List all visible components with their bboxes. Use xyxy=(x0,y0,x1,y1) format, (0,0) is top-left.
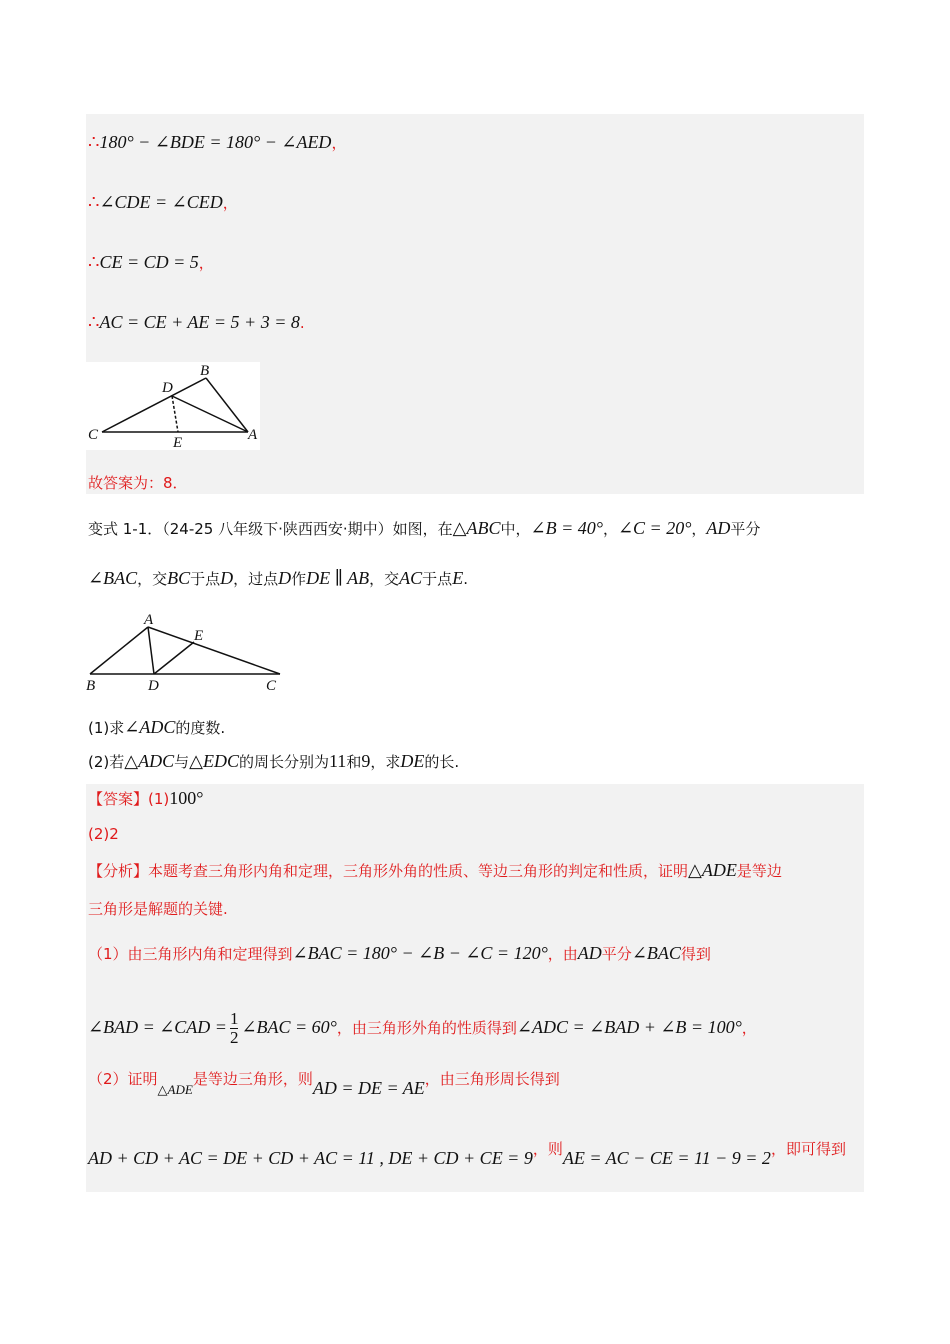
question-1: (1)求∠ADC的度数. xyxy=(88,717,226,737)
fraction-one-half: $\frac{1}{2}$ xyxy=(229,1009,239,1047)
label-b: B xyxy=(86,678,96,694)
step-1: （1）由三角形内角和定理得到∠BAC = 180° − ∠B − ∠C = 120°，由AD平分∠BAC得到 xyxy=(88,943,711,963)
segment-ac xyxy=(148,627,280,674)
label-a: A xyxy=(248,427,258,443)
label-b: B xyxy=(200,363,210,379)
label-d: D xyxy=(162,380,173,396)
solution-line-3: ∴CE = CD = 5， xyxy=(88,252,214,272)
label-e: E xyxy=(194,628,204,644)
figure-triangle-abc xyxy=(86,610,286,694)
answer-block xyxy=(86,784,864,1192)
label-e: E xyxy=(173,435,183,450)
label-c: C xyxy=(266,678,277,694)
segment-de xyxy=(154,642,194,674)
step-2: （2）证明$_{\triangle ADE}$是等边三角形，则AD = DE = AE，由三角形周长得到 xyxy=(88,1070,560,1098)
figure-triangle-cda xyxy=(86,362,260,450)
segment-ba xyxy=(90,627,148,674)
step-2-continued: AD + CD + AC = DE + CD + AC = 11 , DE + CD + CE = 9，则AE = AC − CE = 11 − 9 = 2，即可得到 xyxy=(88,1140,846,1168)
solution-line-1: ∴180° − ∠BDE = 180° − ∠AED， xyxy=(88,132,347,152)
question-2: (2)若△ADC与△EDC的周长分别为11和9，求DE的长. xyxy=(88,751,460,771)
solution-line-2: ∴∠CDE = ∠CED， xyxy=(88,192,238,212)
problem-line-1: 变式 1-1．（24-25 八年级下·陕西西安·期中）如图，在△ABC中，∠B = 40°，∠C = 20°，AD平分 xyxy=(88,518,761,538)
answer-1: 【答案】(1)100° xyxy=(88,788,204,808)
answer-2: (2)2 xyxy=(88,825,119,843)
label-d: D xyxy=(148,678,159,694)
analysis-line-1: 【分析】本题考查三角形内角和定理，三角形外角的性质、等边三角形的判定和性质，证明△ADE是等边 xyxy=(88,860,782,880)
solution-line-4: ∴AC = CE + AE = 5 + 3 = 8. xyxy=(88,312,305,332)
label-a: A xyxy=(144,612,154,628)
step-1-continued: ∠BAD = ∠CAD = $\frac{1}{2}$ ∠BAC = 60°，由三角形外角的性质得到∠ADC = ∠BAD + ∠B = 100°， xyxy=(88,1009,757,1047)
problem-line-2: ∠BAC，交BC于点D，过点D作DE ∥ AB，交AC于点E. xyxy=(88,568,468,588)
segment-ad xyxy=(148,627,154,674)
label-c: C xyxy=(88,427,99,443)
answer-line: 故答案为：8． xyxy=(88,474,188,492)
analysis-line-2: 三角形是解题的关键. xyxy=(88,900,228,918)
